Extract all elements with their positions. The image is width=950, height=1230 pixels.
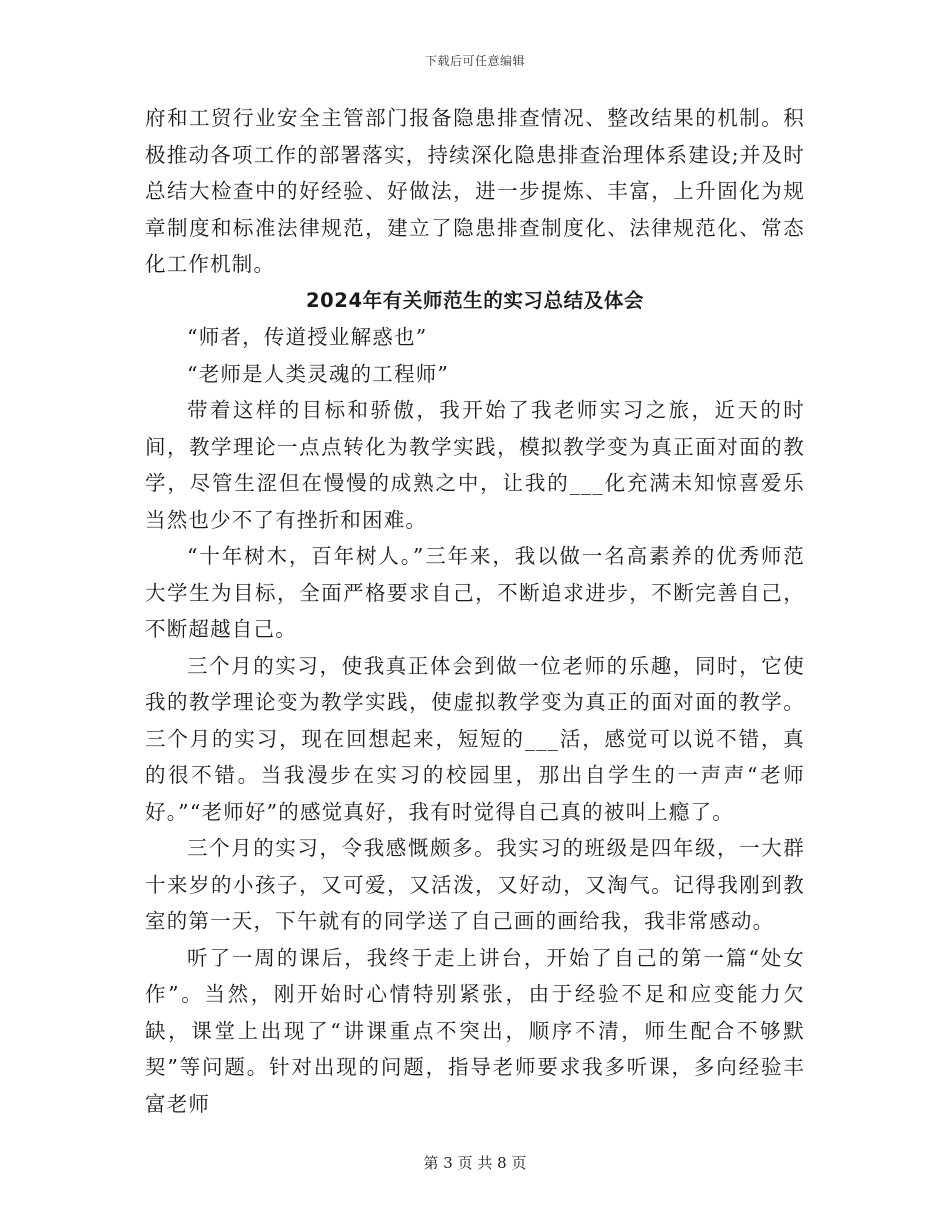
page-number: 第 3 页 共 8 页 bbox=[423, 1154, 527, 1172]
body-paragraph-5: 三个月的实习，使我真正体会到做一位老师的乐趣，同时，它使我的教学理论变为教学实践，使虚拟教学变为真正的面对面的教学。三个月的实习，现在回想起来，短短的___活，感觉可以说不错，真的很不错。当我漫步在实习的校园里，那出自学生的一声声“老师好。”“老师好”的感觉真好，我有时觉得自己真的被叫上瘾了。 bbox=[145, 653, 805, 824]
body-paragraph-4: “十年树木，百年树人。”三年来，我以做一名高素养的优秀师范大学生为目标，全面严格要求自己，不断追求进步，不断完善自己，不断超越自己。 bbox=[145, 544, 805, 641]
body-paragraph-3: 带着这样的目标和骄傲，我开始了我老师实习之旅，近天的时间，教学理论一点点转化为教学实践，模拟教学变为真正面对面的教学，尽管生涩但在慢慢的成熟之中，让我的___化充满未知惊喜爱乐当然也少不了有挫折和困难。 bbox=[145, 398, 805, 532]
quote-paragraph-1: “师者，传道授业解惑也” bbox=[187, 325, 428, 349]
body-paragraph-6: 三个月的实习，令我感慨颇多。我实习的班级是四年级，一大群十来岁的小孩子，又可爱，又活泼，又好动，又淘气。记得我刚到教室的第一天，下午就有的同学送了自己画的画给我，我非常感动。 bbox=[145, 836, 805, 933]
document-body bbox=[145, 100, 805, 1122]
page-header-note: 下载后可任意编辑 bbox=[424, 54, 525, 68]
quote-paragraph-2: “老师是人类灵魂的工程师” bbox=[187, 361, 450, 386]
section-title: 2024年有关师范生的实习总结及体会 bbox=[305, 288, 645, 312]
continued-paragraph: 府和工贸行业安全主管部门报备隐患排查情况、整改结果的机制。积极推动各项工作的部署落实，持续深化隐患排查治理体系建设;并及时总结大检查中的好经验、好做法，进一步提炼、丰富，上升固化为规章制度和标准法律规范，建立了隐患排查制度化、法律规范化、常态化工作机制。 bbox=[145, 106, 805, 276]
body-paragraph-7: 听了一周的课后，我终于走上讲台，开始了自己的第一篇“处女作”。当然，刚开始时心情特别紧张，由于经验不足和应变能力欠缺，课堂上出现了“讲课重点不突出，顺序不清，师生配合不够默契”等问题。针对出现的问题，指导老师要求我多听课，多向经验丰富老师 bbox=[145, 945, 805, 1116]
